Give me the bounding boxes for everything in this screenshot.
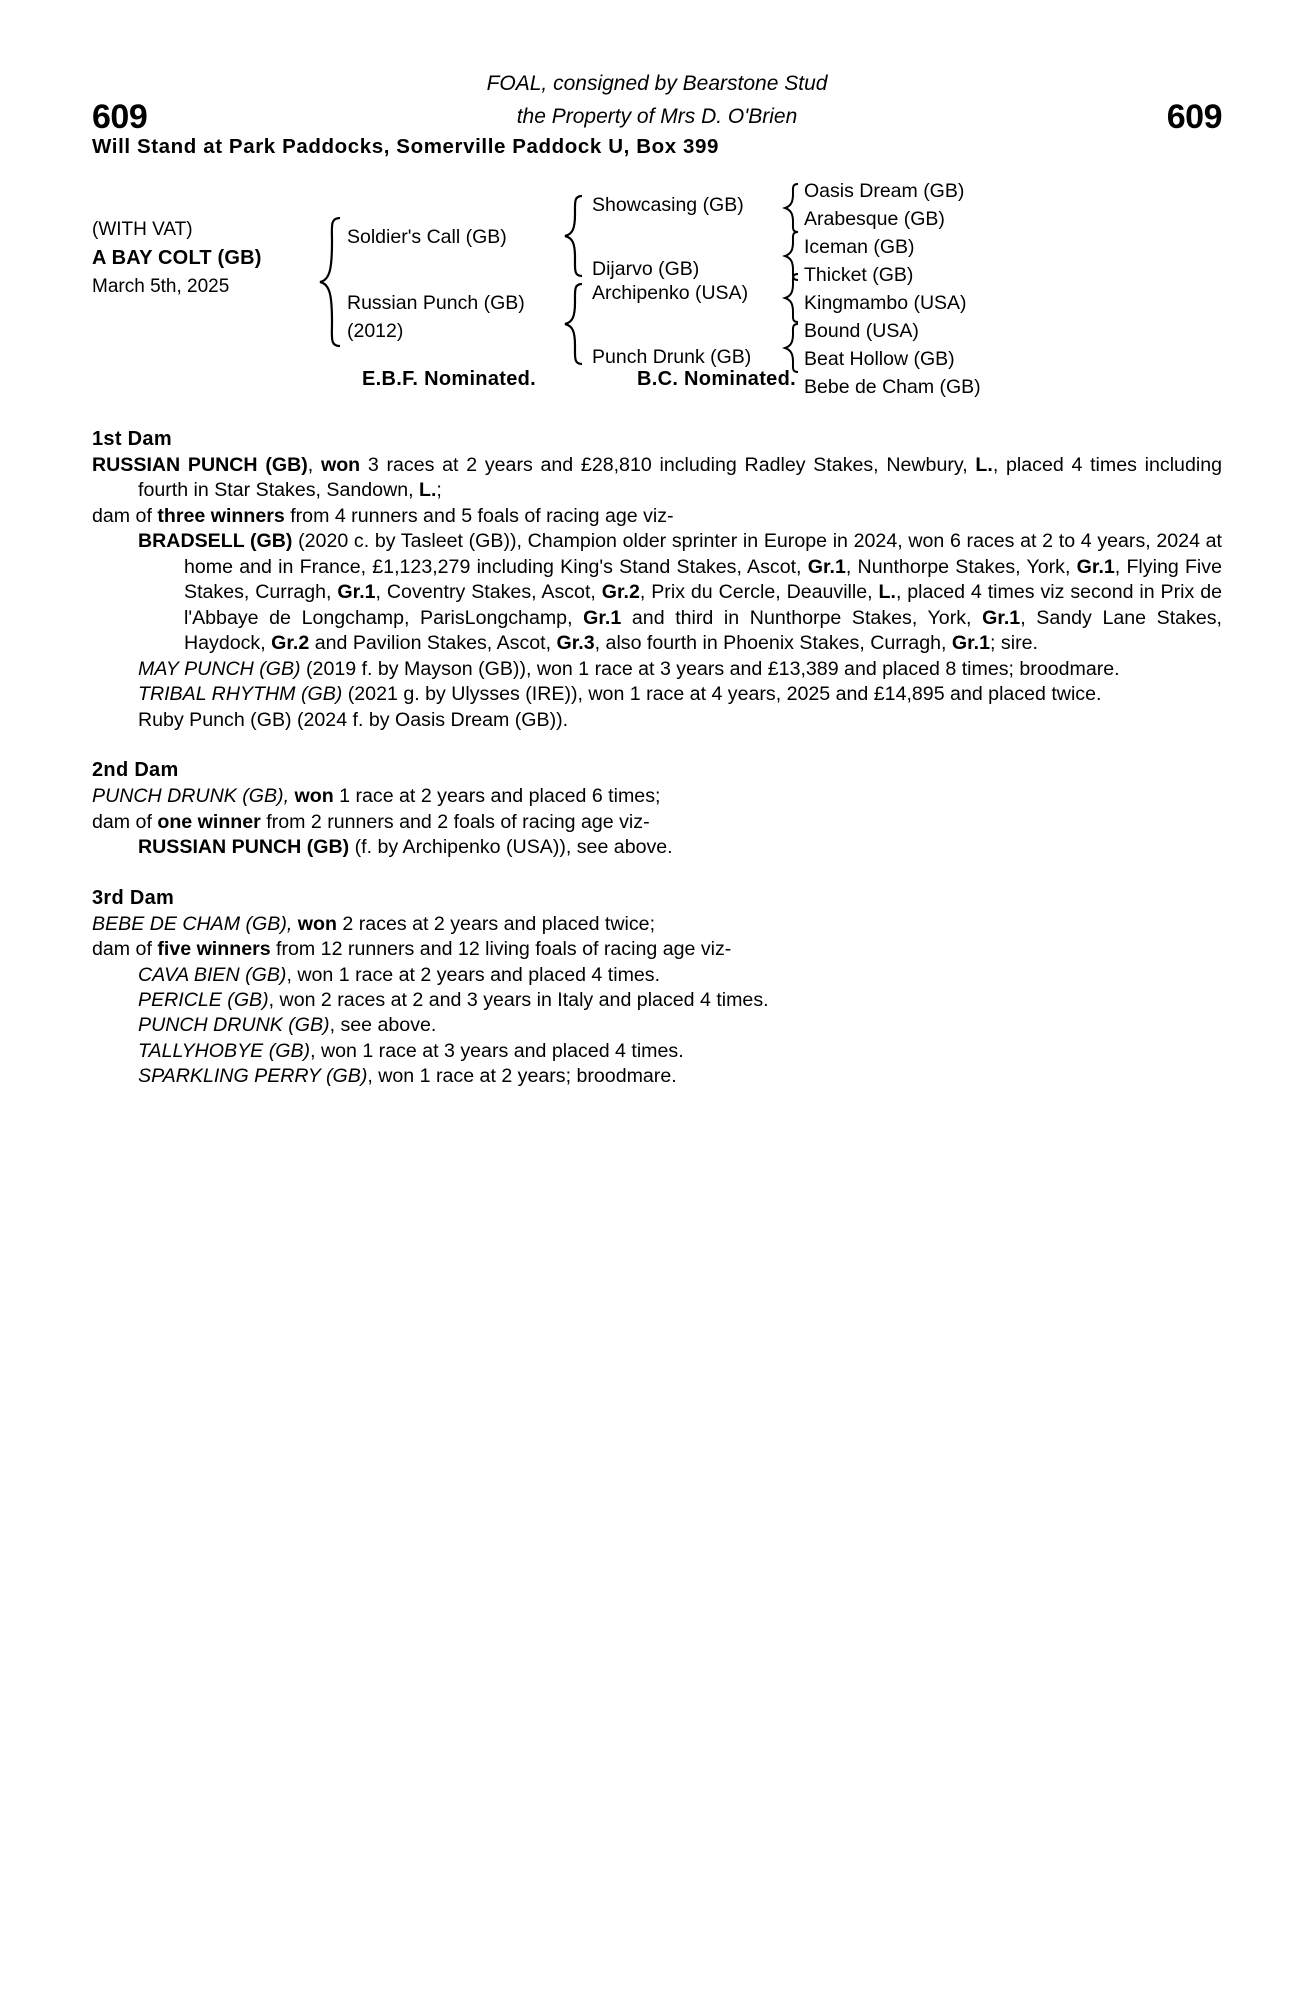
- gp-4: Thicket (GB): [804, 264, 914, 286]
- first-dam-heading: 1st Dam: [92, 428, 172, 450]
- progeny-may-punch: MAY PUNCH (GB) (2019 f. by Mayson (GB)), won 1 race at 3 years and £13,389 and placed 8 times; broodmare.: [138, 657, 1120, 680]
- second-dam-name: PUNCH DRUNK (GB): [92, 785, 284, 808]
- bc-nominated: B.C. Nominated.: [637, 368, 796, 390]
- second-dam-summary: PUNCH DRUNK (GB), won 1 race at 2 years and placed 6 times;: [92, 785, 661, 808]
- third-dam-summary: BEBE DE CHAM (GB), won 2 races at 2 years and placed twice;: [92, 912, 656, 935]
- brace-g4: [782, 322, 800, 374]
- third-dam-name: BEBE DE CHAM (GB): [92, 912, 287, 935]
- stand-location-line: Will Stand at Park Paddocks, Somerville Paddock U, Box 399: [92, 135, 720, 159]
- brace-dam: [562, 282, 584, 366]
- brace-sire: [562, 194, 584, 278]
- subject-title: A BAY COLT (GB): [92, 246, 262, 269]
- consignor-block: [92, 60, 1222, 133]
- progeny-ruby-punch: Ruby Punch (GB) (2024 f. by Oasis Dream (GB)).: [138, 708, 569, 731]
- gp-1: Oasis Dream (GB): [804, 180, 965, 202]
- progeny-bradsell: BRADSELL (GB) (2020 c. by Tasleet (GB)), Champion older sprinter in Europe in 2024, won 6 races at 2 to 4 years, 2024 at home and in France, £1,123,279 including King's Stand Stakes, Ascot, Gr.1, Nunthorpe Stakes, York, Gr.1, Flying Five Stakes, Curragh, Gr.1, Coventry Stakes, Ascot, Gr.2, Prix du Cercle, Deauville, L., placed 4 times viz second in Prix de l'Abbaye de Longchamp, ParisLongchamp, Gr.1 and third in Nunthorpe Stakes, York, Gr.1, Sandy Lane Stakes, Haydock, Gr.2 and Pavilion Stakes, Ascot, Gr.3, also fourth in Phoenix Stakes, Curragh, Gr.1; sire.: [138, 530, 1223, 655]
- progeny-russian-punch: RUSSIAN PUNCH (GB) (f. by Archipenko (USA)), see above.: [138, 836, 673, 859]
- progeny-tribal-rhythm: TRIBAL RHYTHM (GB) (2021 g. by Ulysses (IRE)), won 1 race at 4 years, 2025 and £14,895 and placed twice.: [138, 683, 1102, 706]
- dam-sire-name: Archipenko (USA): [592, 282, 749, 304]
- gp-7: Beat Hollow (GB): [804, 348, 955, 370]
- brace-subject: [316, 216, 342, 348]
- dam-name: Russian Punch (GB): [347, 292, 525, 314]
- second-dam-heading: 2nd Dam: [92, 759, 179, 782]
- subject-dob: March 5th, 2025: [92, 275, 230, 297]
- progeny-bradsell-text: (2020 c. by Tasleet (GB)), Champion older sprinter in Europe in 2024, won 6 races at 2 to 4 years, 2024 at home and in France, £1,123,279 including King's Stand Stakes, Ascot, Gr.1, Nunthorpe Stakes, York, Gr.1, Flying Five Stakes, Curragh, Gr.1, Coventry Stakes, Ascot, Gr.2, Prix du Cercle, Deauville, L., placed 4 times viz second in Prix de l'Abbaye de Longchamp, ParisLongchamp, Gr.1 and third in Nunthorpe Stakes, York, Gr.1, Sandy Lane Stakes, Haydock, Gr.2 and Pavilion Stakes, Ascot, Gr.3, also fourth in Phoenix Stakes, Curragh, Gr.1; sire.: [184, 530, 1223, 655]
- first-dam-damof: dam of three winners from 4 runners and 5 foals of racing age viz-: [92, 504, 674, 527]
- progeny-punch-drunk: PUNCH DRUNK (GB), see above.: [138, 1014, 437, 1037]
- third-dam-damof: dam of five winners from 12 runners and 12 living foals of racing age viz-: [92, 938, 732, 961]
- progeny-cava-bien: CAVA BIEN (GB), won 1 race at 2 years and placed 4 times.: [138, 963, 661, 986]
- dam-dam-name-text: Punch Drunk (GB): [592, 346, 752, 368]
- sire-name: Soldier's Call (GB): [347, 226, 507, 248]
- subject-block: [92, 216, 262, 300]
- gp-5: Kingmambo (USA): [804, 292, 967, 314]
- progeny-pericle: PERICLE (GB), won 2 races at 2 and 3 years in Italy and placed 4 times.: [138, 988, 769, 1011]
- second-dam-block: [92, 759, 1222, 860]
- ebf-nominated: E.B.F. Nominated.: [362, 368, 537, 390]
- gp-8: Bebe de Cham (GB): [804, 376, 981, 398]
- first-dam-summary: RUSSIAN PUNCH (GB), won 3 races at 2 years and £28,810 including Radley Stakes, Newbury, L., placed 4 times including fourth in Star Stakes, Sandown, L.;: [92, 454, 1222, 502]
- second-dam-damof: dam of one winner from 2 runners and 2 foals of racing age viz-: [92, 810, 650, 833]
- dam-year: (2012): [347, 320, 404, 342]
- third-dam-heading: 3rd Dam: [92, 886, 175, 909]
- page-content: [92, 60, 1222, 1090]
- gp-6: Bound (USA): [804, 320, 919, 342]
- brace-g3: [782, 272, 800, 324]
- page-header: [92, 60, 1222, 172]
- pedigree-table: [92, 172, 1222, 402]
- consignor-line-1: FOAL, consigned by Bearstone Stud: [486, 72, 828, 95]
- lot-number-right: 609: [1166, 98, 1222, 136]
- sire-dam-name: Dijarvo (GB): [592, 258, 700, 280]
- brace-g1: [782, 182, 800, 234]
- gp-3: Iceman (GB): [804, 236, 915, 258]
- sire-sire-name: Showcasing (GB): [592, 194, 744, 216]
- progeny-tallyhobye: TALLYHOBYE (GB), won 1 race at 3 years and placed 4 times.: [138, 1039, 684, 1062]
- progeny-sparkling-perry: SPARKLING PERRY (GB), won 1 race at 2 years; broodmare.: [138, 1065, 677, 1088]
- consignor-line-2: the Property of Mrs D. O'Brien: [516, 104, 798, 128]
- lot-number-left: 609: [92, 98, 148, 136]
- first-dam-block: [92, 428, 1222, 733]
- third-dam-block: [92, 887, 1222, 1090]
- dam-dam-name: [592, 346, 751, 369]
- first-dam-name: RUSSIAN PUNCH (GB): [92, 454, 308, 476]
- vat-note: (WITH VAT): [92, 219, 193, 240]
- gp-2: Arabesque (GB): [804, 208, 945, 230]
